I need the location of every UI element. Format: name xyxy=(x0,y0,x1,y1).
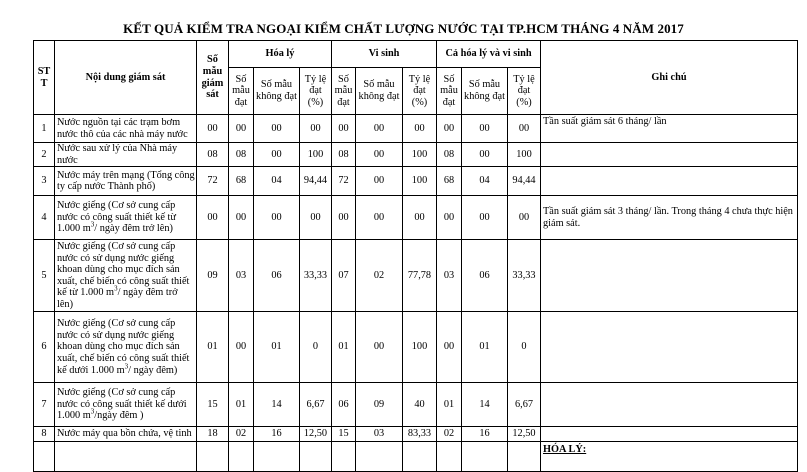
cell-hl-ty-le: 94,44 xyxy=(300,167,332,196)
cell-note xyxy=(541,383,798,427)
cell-vs-khong-dat: 00 xyxy=(356,196,403,240)
cell-content: Nước nguồn tại các trạm bơm nước thô của các nhà máy nước xyxy=(55,115,197,143)
cell-c-ty-le: 100 xyxy=(508,143,541,167)
cell-empty xyxy=(462,442,508,472)
cell-vs-dat: 00 xyxy=(332,196,356,240)
cell-stt: 1 xyxy=(34,115,55,143)
header-hl-khong-dat: Số mẫu không đạt xyxy=(254,68,300,115)
cell-vs-dat: 07 xyxy=(332,240,356,312)
cell-empty xyxy=(437,442,462,472)
cell-total: 18 xyxy=(197,427,229,442)
cell-empty xyxy=(55,442,197,472)
table-row xyxy=(34,312,798,383)
hoa-ly-heading: HÓA LÝ: xyxy=(543,444,587,456)
cell-vs-ty-le: 100 xyxy=(403,143,437,167)
cell-c-khong-dat: 00 xyxy=(462,143,508,167)
cell-c-ty-le: 6,67 xyxy=(508,383,541,427)
cell-c-khong-dat: 00 xyxy=(462,196,508,240)
cell-stt: 7 xyxy=(34,383,55,427)
cell-c-khong-dat: 04 xyxy=(462,167,508,196)
cell-empty xyxy=(254,442,300,472)
cell-note xyxy=(541,167,798,196)
cell-note xyxy=(541,427,798,442)
header-hl-ty-le: Tỷ lệ đạt (%) xyxy=(300,68,332,115)
cell-vs-khong-dat: 09 xyxy=(356,383,403,427)
cell-c-ty-le: 00 xyxy=(508,196,541,240)
cell-hl-dat: 00 xyxy=(229,312,254,383)
cell-note-footer xyxy=(541,442,798,472)
cell-content-text-tail: / ngày đêm trở lên) xyxy=(94,223,173,235)
cell-note xyxy=(541,240,798,312)
table-row-partial xyxy=(34,442,798,472)
cell-content xyxy=(55,240,197,312)
cell-empty xyxy=(356,442,403,472)
cell-empty xyxy=(332,442,356,472)
cell-note: Tần suất giám sát 3 tháng/ lần. Trong tháng 4 chưa thực hiện giám sát. xyxy=(541,196,798,240)
cell-hl-khong-dat: 01 xyxy=(254,312,300,383)
cell-content-text-tail: /ngày đêm ) xyxy=(94,410,144,422)
table-row xyxy=(34,427,798,442)
table-row xyxy=(34,196,798,240)
cell-content xyxy=(55,312,197,383)
cell-vs-ty-le: 40 xyxy=(403,383,437,427)
header-vs-khong-dat: Số mẫu không đạt xyxy=(356,68,403,115)
cell-total: 72 xyxy=(197,167,229,196)
cell-vs-dat: 06 xyxy=(332,383,356,427)
cell-hl-dat: 01 xyxy=(229,383,254,427)
cell-hl-khong-dat: 14 xyxy=(254,383,300,427)
table-row xyxy=(34,240,798,312)
cell-content: Nước máy trên mạng (Tổng công ty cấp nước Thành phố) xyxy=(55,167,197,196)
cell-vs-ty-le: 83,33 xyxy=(403,427,437,442)
cell-hl-ty-le: 0 xyxy=(300,312,332,383)
cell-hl-ty-le: 00 xyxy=(300,115,332,143)
header-ca-hoa-ly-va-vi-sinh: Cả hóa lý và vi sinh xyxy=(437,41,541,68)
cell-note xyxy=(541,143,798,167)
cell-vs-khong-dat: 02 xyxy=(356,240,403,312)
table-row xyxy=(34,143,798,167)
cell-vs-ty-le: 00 xyxy=(403,115,437,143)
cell-content-text-tail: / ngày đêm trở lên) xyxy=(57,287,178,310)
cell-empty xyxy=(300,442,332,472)
cell-content-text: Nước giếng (Cơ sở cung cấp nước có sử dụng nước giếng khoan dùng cho mục đích sản xuất, chế biến có công suất thiết kế từ 1.000 m xyxy=(57,240,190,299)
cell-stt: 4 xyxy=(34,196,55,240)
cell-note xyxy=(541,312,798,383)
cell-vs-khong-dat: 00 xyxy=(356,167,403,196)
cell-c-ty-le: 33,33 xyxy=(508,240,541,312)
cell-content-text: Nước giếng (Cơ sở cung cấp nước có sử dụng nước giếng khoan dùng cho mục đích sản xuất, chế biến có công suất thiết kế dưới 1.000 m xyxy=(57,318,190,376)
cell-content: Nước máy qua bồn chứa, vệ tinh xyxy=(55,427,197,442)
cell-content xyxy=(55,196,197,240)
cell-vs-khong-dat: 00 xyxy=(356,115,403,143)
cell-stt: 2 xyxy=(34,143,55,167)
cell-vs-ty-le: 100 xyxy=(403,167,437,196)
table-row xyxy=(34,115,798,143)
cell-hl-khong-dat: 00 xyxy=(254,115,300,143)
header-so-mau-giam-sat: Số mẫu giám sát xyxy=(197,41,229,115)
cell-hl-ty-le: 00 xyxy=(300,196,332,240)
cell-hl-dat: 02 xyxy=(229,427,254,442)
cell-hl-dat: 68 xyxy=(229,167,254,196)
cell-c-dat: 03 xyxy=(437,240,462,312)
cell-c-dat: 01 xyxy=(437,383,462,427)
cell-vs-dat: 01 xyxy=(332,312,356,383)
table-row xyxy=(34,383,798,427)
cell-empty xyxy=(403,442,437,472)
cell-c-ty-le: 0 xyxy=(508,312,541,383)
cell-hl-khong-dat: 16 xyxy=(254,427,300,442)
cell-vs-dat: 00 xyxy=(332,115,356,143)
header-ghi-chu: Ghi chú xyxy=(541,41,798,115)
header-content: Nội dung giám sát xyxy=(55,41,197,115)
cell-stt: 6 xyxy=(34,312,55,383)
cell-content-text-tail: / ngày đêm) xyxy=(128,364,178,376)
cell-c-khong-dat: 16 xyxy=(462,427,508,442)
superscript: 3 xyxy=(90,408,95,417)
cell-c-khong-dat: 01 xyxy=(462,312,508,383)
cell-hl-ty-le: 6,67 xyxy=(300,383,332,427)
cell-hl-dat: 08 xyxy=(229,143,254,167)
cell-hl-khong-dat: 06 xyxy=(254,240,300,312)
cell-hl-khong-dat: 00 xyxy=(254,196,300,240)
cell-hl-ty-le: 12,50 xyxy=(300,427,332,442)
cell-total: 15 xyxy=(197,383,229,427)
cell-empty xyxy=(197,442,229,472)
cell-c-dat: 68 xyxy=(437,167,462,196)
cell-total: 01 xyxy=(197,312,229,383)
header-stt: ST T xyxy=(34,41,55,115)
cell-vs-dat: 72 xyxy=(332,167,356,196)
cell-stt: 5 xyxy=(34,240,55,312)
header-hoa-ly: Hóa lý xyxy=(229,41,332,68)
cell-vs-khong-dat: 03 xyxy=(356,427,403,442)
cell-vs-khong-dat: 00 xyxy=(356,143,403,167)
cell-hl-dat: 00 xyxy=(229,196,254,240)
header-vi-sinh: Vi sinh xyxy=(332,41,437,68)
cell-vs-ty-le: 00 xyxy=(403,196,437,240)
cell-content-text: Nước giếng (Cơ sở cung cấp nước có công suất thiết kế từ 1.000 m xyxy=(57,200,176,235)
cell-stt: 8 xyxy=(34,427,55,442)
header-vs-dat: Số mẫu đạt xyxy=(332,68,356,115)
superscript: 3 xyxy=(90,221,95,230)
cell-vs-ty-le: 77,78 xyxy=(403,240,437,312)
cell-empty xyxy=(508,442,541,472)
cell-total: 00 xyxy=(197,196,229,240)
table-row xyxy=(34,167,798,196)
cell-total: 09 xyxy=(197,240,229,312)
cell-total: 00 xyxy=(197,115,229,143)
cell-c-khong-dat: 00 xyxy=(462,115,508,143)
cell-c-dat: 00 xyxy=(437,312,462,383)
cell-stt: 3 xyxy=(34,167,55,196)
cell-hl-dat: 00 xyxy=(229,115,254,143)
cell-vs-dat: 08 xyxy=(332,143,356,167)
cell-total: 08 xyxy=(197,143,229,167)
cell-content xyxy=(55,383,197,427)
superscript: 3 xyxy=(114,284,118,293)
header-vs-ty-le: Tỷ lệ đạt (%) xyxy=(403,68,437,115)
cell-c-ty-le: 94,44 xyxy=(508,167,541,196)
superscript: 3 xyxy=(124,362,129,371)
cell-hl-ty-le: 100 xyxy=(300,143,332,167)
cell-c-dat: 00 xyxy=(437,196,462,240)
cell-c-dat: 00 xyxy=(437,115,462,143)
cell-hl-khong-dat: 00 xyxy=(254,143,300,167)
cell-empty xyxy=(229,442,254,472)
cell-hl-ty-le: 33,33 xyxy=(300,240,332,312)
cell-vs-ty-le: 100 xyxy=(403,312,437,383)
cell-c-ty-le: 00 xyxy=(508,115,541,143)
cell-c-ty-le: 12,50 xyxy=(508,427,541,442)
water-quality-table xyxy=(33,40,798,472)
cell-c-khong-dat: 14 xyxy=(462,383,508,427)
header-c-khong-dat: Số mẫu không đạt xyxy=(462,68,508,115)
report-title: KẾT QUẢ KIỂM TRA NGOẠI KIỂM CHẤT LƯỢNG NƯỚC TẠI TP.HCM THÁNG 4 NĂM 2017 xyxy=(123,21,684,36)
cell-content-text: Nước giếng (Cơ sở cung cấp nước có công suất thiết kế dưới 1.000 m xyxy=(57,387,187,422)
cell-note: Tần suất giám sát 6 tháng/ lần xyxy=(541,115,798,143)
cell-c-dat: 08 xyxy=(437,143,462,167)
cell-empty xyxy=(34,442,55,472)
cell-hl-dat: 03 xyxy=(229,240,254,312)
cell-c-dat: 02 xyxy=(437,427,462,442)
cell-vs-khong-dat: 00 xyxy=(356,312,403,383)
header-hl-dat: Số mẫu đạt xyxy=(229,68,254,115)
cell-content: Nước sau xử lý của Nhà máy nước xyxy=(55,143,197,167)
header-c-ty-le: Tỷ lệ đạt (%) xyxy=(508,68,541,115)
cell-hl-khong-dat: 04 xyxy=(254,167,300,196)
header-c-dat: Số mẫu đạt xyxy=(437,68,462,115)
cell-vs-dat: 15 xyxy=(332,427,356,442)
cell-c-khong-dat: 06 xyxy=(462,240,508,312)
